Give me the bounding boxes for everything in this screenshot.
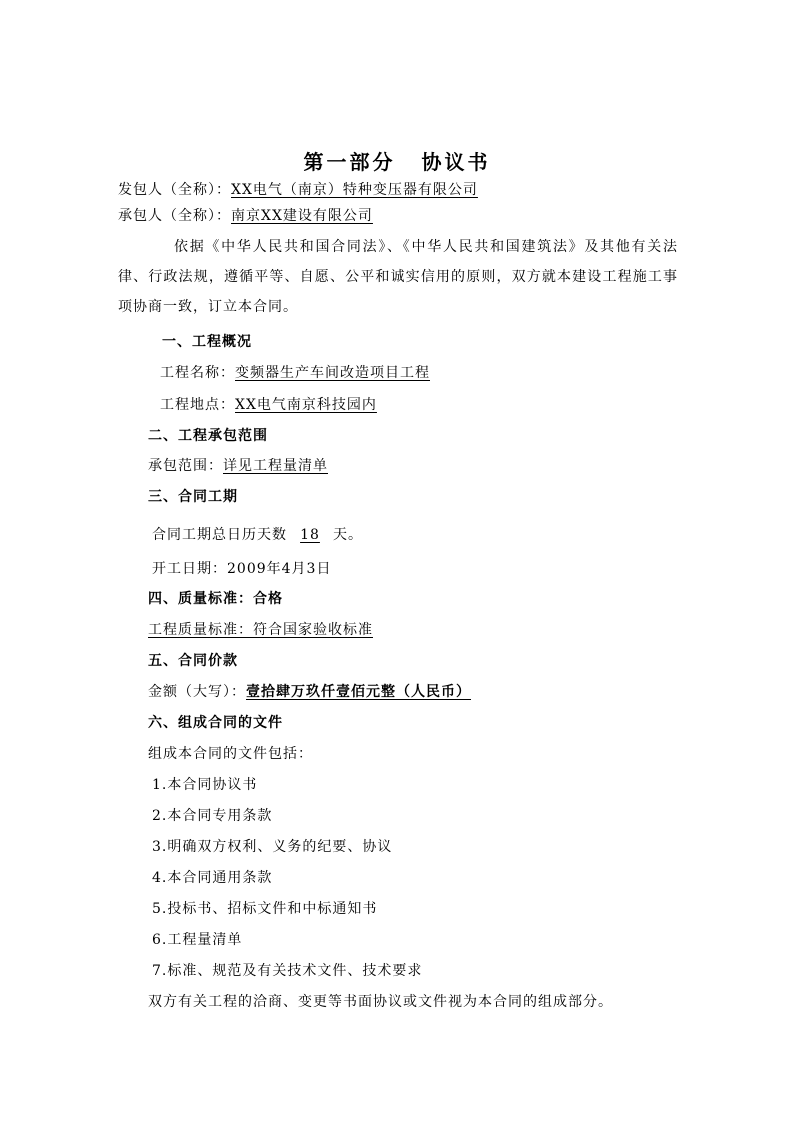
document-item: 4.本合同通用条款 [152,870,273,886]
start-date-label: 开工日期： [152,561,227,577]
start-date-value: 2009年4月3日 [227,561,332,577]
document-item: 2.本合同专用条款 [152,808,273,824]
document-item: 6.工程量清单 [152,932,243,948]
project-location-value: XX电气南京科技园内 [235,397,377,413]
employer-line [118,180,478,200]
intro-paragraph: 依据《中华人民共和国合同法》、《中华人民共和国建筑法》及其他有关法律、行政法规，遵循平等、自愿、公平和诚实信用的原则，双方就本建设工程施工事项协商一致，订立本合同。 [118,239,678,315]
duration-value: 18 [300,527,320,543]
start-date-line [152,559,331,579]
document-item: 5.投标书、招标文件和中标通知书 [152,901,378,917]
scope-value: 详见工程量清单 [223,458,328,474]
documents-intro: 组成本合同的文件包括： [148,746,313,762]
contractor-line [118,206,373,226]
section6-heading: 六、组成合同的文件 [148,715,283,731]
section2-heading: 二、工程承包范围 [148,428,268,444]
project-name-value: 变频器生产车间改造项目工程 [235,365,430,381]
project-name-label: 工程名称： [160,365,235,381]
employer-label: 发包人（全称）： [118,182,231,198]
scope-line [148,456,328,476]
title-part2: 协议书 [421,150,491,174]
documents-closing: 双方有关工程的洽商、变更等书面协议或文件视为本合同的组成部分。 [148,994,613,1010]
section1-heading: 一、工程概况 [162,334,252,350]
amount-label: 金额（大写）： [148,684,246,700]
section4-heading: 四、质量标准：合格 [148,591,283,607]
contractor-name: 南京XX建设有限公司 [231,208,373,224]
scope-label: 承包范围： [148,458,223,474]
document-item: 3.明确双方权利、义务的纪要、协议 [152,839,393,855]
section5-heading: 五、合同价款 [148,653,238,669]
duration-suffix: 天。 [333,527,363,543]
employer-name: XX电气（南京）特种变压器有限公司 [231,182,478,198]
section3-heading: 三、合同工期 [148,489,238,505]
contractor-label: 承包人（全称）： [118,208,231,224]
title-part1: 第一部分 [303,150,396,174]
project-location-label: 工程地点： [160,397,235,413]
quality-standard: 工程质量标准：符合国家验收标准 [148,622,373,638]
document-item: 1.本合同协议书 [152,777,258,793]
amount-line [148,682,471,702]
duration-line [152,525,363,545]
document-item: 7.标准、规范及有关技术文件、技术要求 [152,963,423,979]
project-name-line [160,363,430,383]
duration-prefix: 合同工期总日历天数 [152,527,287,543]
project-location-line [160,395,377,415]
page-title [0,146,794,175]
amount-value: 壹拾肆万玖仟壹佰元整（人民币） [246,684,471,700]
